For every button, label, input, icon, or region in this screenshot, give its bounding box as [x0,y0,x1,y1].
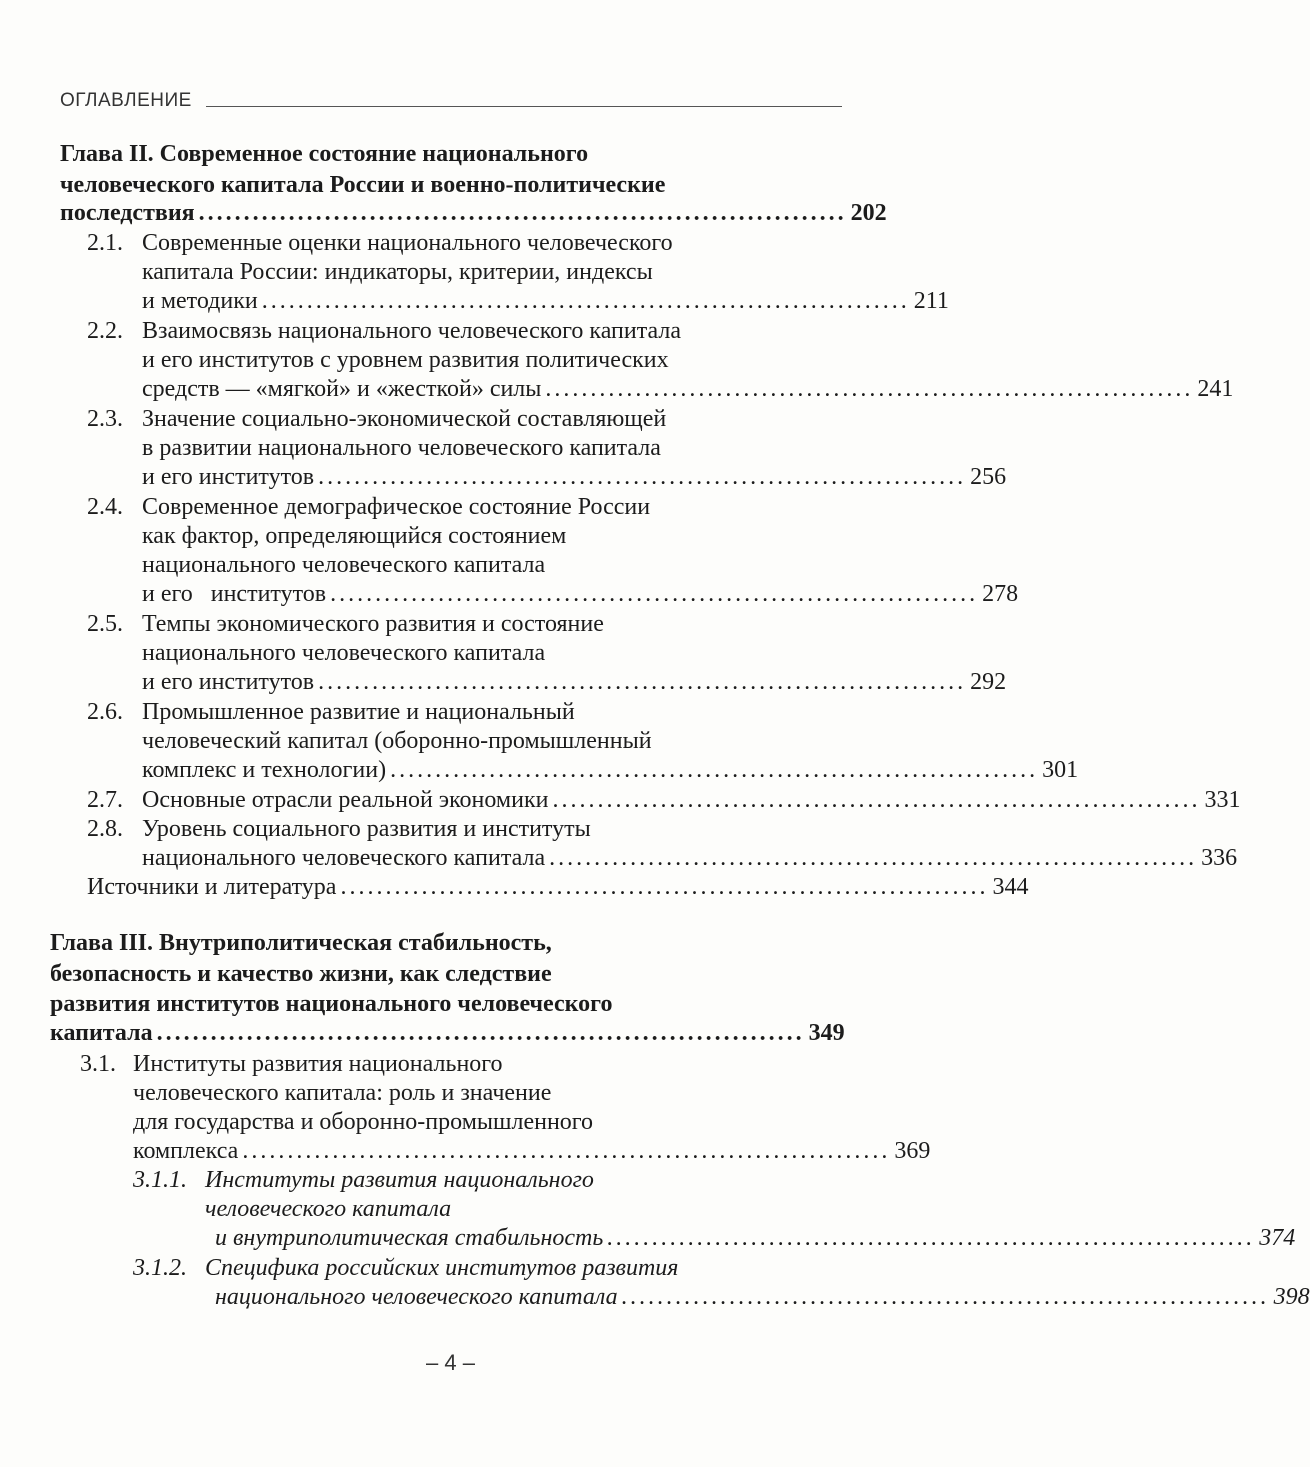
toc-leader-dots: ........................................................................ [390,757,1039,783]
toc-entry-last-line [142,463,1007,492]
toc-leader-dots: ........................................................................ [318,669,967,695]
toc-page-number: 241 [1197,376,1234,402]
toc-leader-dots: ........................................................................ [549,845,1198,871]
toc-line: человеческий капитал (оборонно-промышленный [142,728,652,754]
toc-entry-last-line [133,1137,931,1166]
toc-entry-text: комплекс и технологии) [142,757,387,783]
page-number: – 4 – [426,1350,475,1375]
toc-leader-dots: ........................................................................ [545,376,1194,402]
toc-page-number: 202 [850,200,887,226]
toc-leader-dots: ........................................................................ [318,464,967,490]
toc-line: Современное демографическое состояние России [142,494,651,520]
toc-line: капитала России: индикаторы, критерии, индексы [142,259,653,285]
toc-entry-last-line [87,873,1029,902]
toc-line: национального человеческого капитала [142,552,546,578]
toc-entry-text: Основные отрасли реальной экономики [142,787,549,813]
toc-leader-dots: ........................................................................ [330,581,979,607]
toc-line: безопасность и качество жизни, как следствие [50,961,552,987]
toc-line: Институты развития национального [133,1051,503,1077]
toc-entry-last-line [142,287,949,316]
toc-section-number: 3.1.2. [133,1255,187,1281]
toc-line: человеческого капитала России и военно-политические [60,172,666,198]
toc-page-number: 331 [1204,787,1241,813]
toc-entry-text: капитала [50,1020,153,1046]
toc-entry-text: и методики [142,288,258,314]
toc-leader-dots: ........................................................................ [621,1284,1270,1310]
toc-section-number: 2.4. [87,494,123,520]
toc-page-number: 349 [808,1020,845,1046]
toc-leader-dots: ........................................................................ [340,874,989,900]
toc-section-number: 3.1. [80,1051,116,1077]
toc-line: национального человеческого капитала [142,640,546,666]
toc-page-number: 292 [970,669,1007,695]
toc-line: Современные оценки национального человеческого [142,230,673,256]
toc-leader-dots: ........................................................................ [261,288,910,314]
toc-page-number: 374 [1259,1225,1296,1251]
toc-entry-last-line [215,1283,1310,1312]
toc-entry-last-line [60,199,887,228]
header-rule [206,106,842,107]
toc-line: Специфика российских институтов развития [205,1255,679,1281]
toc-line: развития институтов национального человеческого [50,991,613,1017]
toc-leader-dots: ........................................................................ [552,787,1201,813]
toc-entry-text: и его институтов [142,669,315,695]
toc-entry-text: Источники и литература [87,874,337,900]
toc-leader-dots: ........................................................................ [242,1138,891,1164]
toc-entry-last-line [142,668,1007,697]
toc-page-number: 211 [913,288,949,314]
toc-entry-text: средств — «мягкой» и «жесткой» силы [142,376,542,402]
toc-line: Взаимосвязь национального человеческого капитала [142,318,682,344]
toc-line: Институты развития национального [205,1167,594,1193]
toc-line: Уровень социального развития и институты [142,816,591,842]
toc-entry-last-line [142,844,1238,873]
toc-section-number: 2.1. [87,230,123,256]
toc-leader-dots: ........................................................................ [156,1020,805,1046]
header-title: ОГЛАВЛЕНИЕ [60,90,192,111]
toc-section-number: 3.1.1. [133,1167,187,1193]
toc-page-number: 398 [1273,1284,1310,1310]
toc-entry-last-line [142,786,1241,815]
toc-line: Темпы экономического развития и состояние [142,611,604,637]
toc-page-number: 336 [1201,845,1238,871]
toc-entry-text: комплекса [133,1138,239,1164]
toc-page-number: 369 [894,1138,931,1164]
toc-entry-text: национального человеческого капитала [142,845,546,871]
toc-section-number: 2.2. [87,318,123,344]
toc-line: Глава II. Современное состояние национального [60,141,589,167]
toc-line: человеческого капитала: роль и значение [133,1080,552,1106]
toc-line: как фактор, определяющийся состоянием [142,523,567,549]
toc-entry-last-line [50,1019,845,1048]
toc-page-number: 344 [992,874,1029,900]
toc-entry-last-line [142,580,1019,609]
toc-entry-text: последствия [60,200,195,226]
toc-page-number: 256 [970,464,1007,490]
toc-leader-dots: ........................................................................ [198,200,847,226]
toc-entry-last-line [142,756,1079,785]
toc-line: в развитии национального человеческого капитала [142,435,661,461]
toc-line: и его институтов с уровнем развития политических [142,347,669,373]
toc-line: для государства и оборонно-промышленного [133,1109,594,1135]
toc-section-number: 2.6. [87,699,123,725]
toc-entry-last-line [215,1224,1296,1253]
toc-line: человеческого капитала [205,1196,452,1222]
running-header [60,86,842,116]
toc-section-number: 2.7. [87,787,123,813]
toc-entry-text: национального человеческого капитала [215,1284,618,1310]
toc-section-number: 2.8. [87,816,123,842]
toc-page-number: 278 [982,581,1019,607]
toc-section-number: 2.3. [87,406,123,432]
toc-entry-last-line [142,375,1234,404]
toc-line: Значение социально-экономической составляющей [142,406,667,432]
toc-entry-text: и его институтов [142,581,327,607]
toc-entry-text: и его институтов [142,464,315,490]
toc-entry-text: и внутриполитическая стабильность [215,1225,604,1251]
toc-page-number: 301 [1042,757,1079,783]
toc-leader-dots: ........................................................................ [607,1225,1256,1251]
toc-line: Глава III. Внутриполитическая стабильность, [50,930,552,956]
toc-line: Промышленное развитие и национальный [142,699,575,725]
toc-section-number: 2.5. [87,611,123,637]
